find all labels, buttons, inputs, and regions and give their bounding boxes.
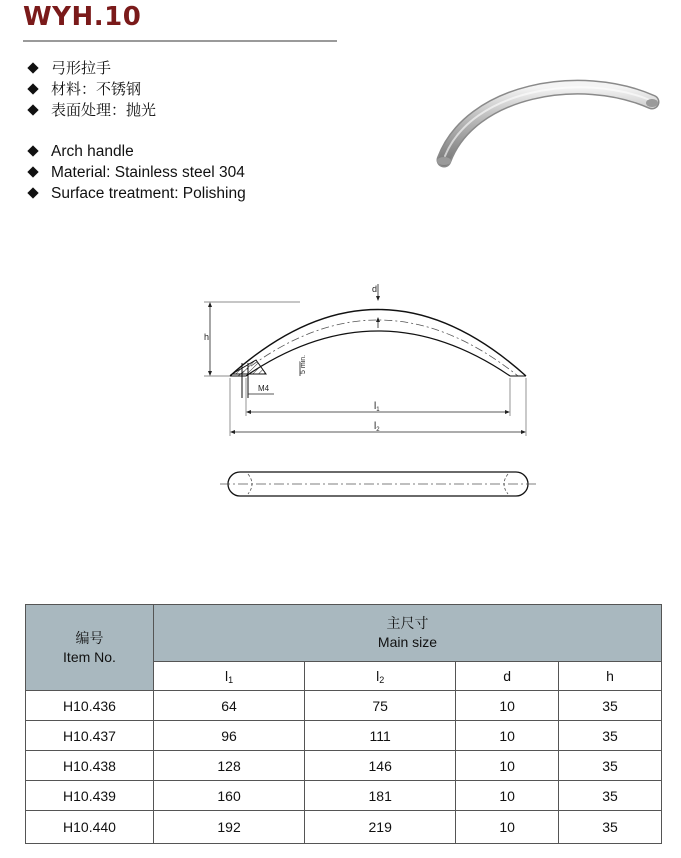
feature-item [26,100,156,121]
product-photo [430,60,670,180]
item-no-header [26,605,154,691]
cell-h: 35 [559,781,662,811]
feature-text: Arch handle [51,143,134,160]
cell-l1: 160 [154,781,305,811]
dim-m4-label: M4 [258,384,270,393]
cell-d: 10 [456,691,559,721]
spec-table [25,604,662,844]
column-header-h: h [559,662,662,691]
cell-item: H10.439 [26,781,154,811]
cell-l1: 96 [154,721,305,751]
feature-text: 弓形拉手 [51,60,112,77]
top-view-drawing [220,462,540,506]
cell-l2: 111 [305,721,456,751]
feature-list-chinese [26,58,156,121]
table-row [26,811,662,844]
cell-item: H10.438 [26,751,154,781]
cell-l1: 128 [154,751,305,781]
feature-item [26,183,246,204]
column-header-d: d [456,662,559,691]
feature-text: 材料：不锈钢 [51,81,142,98]
feature-item [26,79,156,100]
cell-h: 35 [559,721,662,751]
feature-text: Material: Stainless steel 304 [51,164,245,181]
main-size-header [154,605,662,662]
feature-item [26,58,156,79]
cell-l1: 192 [154,811,305,844]
feature-text: 表面处理：抛光 [51,102,157,119]
item-no-header-en: Item No. [63,648,116,665]
side-view-drawing [190,278,540,448]
diamond-bullet-icon [27,145,38,156]
dim-l1-label: $l_1$ [374,401,380,413]
cell-l2: 75 [305,691,456,721]
cell-h: 35 [559,691,662,721]
title-divider [23,40,337,42]
diamond-bullet-icon [27,187,38,198]
cell-h: 35 [559,811,662,844]
feature-text: Surface treatment: Polishing [51,185,246,202]
table-row [26,691,662,721]
product-title: WYH.10 [23,2,142,32]
item-no-header-cn: 编号 [75,629,104,646]
cell-item: H10.440 [26,811,154,844]
cell-l1: 64 [154,691,305,721]
cell-d: 10 [456,751,559,781]
cell-d: 10 [456,721,559,751]
column-header-l2: $l_2$ [305,662,456,691]
diamond-bullet-icon [27,83,38,94]
cell-h: 35 [559,751,662,781]
column-header-l1: $l_1$ [154,662,305,691]
cell-d: 10 [456,811,559,844]
diamond-bullet-icon [27,166,38,177]
table-row [26,751,662,781]
feature-item [26,141,246,162]
main-size-header-cn: 主尺寸 [386,615,429,631]
cell-item: H10.437 [26,721,154,751]
dim-h-label: h [204,332,210,342]
feature-list-english [26,141,246,204]
cell-l2: 219 [305,811,456,844]
diamond-bullet-icon [27,104,38,115]
dim-l2-label: $l_2$ [374,421,380,433]
table-row [26,781,662,811]
cell-l2: 146 [305,751,456,781]
table-header-row [26,605,662,662]
cell-item: H10.436 [26,691,154,721]
dim-d-label: d [372,284,378,294]
dim-5min-label: 5 min. [300,354,307,374]
main-size-header-en: Main size [377,634,438,650]
cell-d: 10 [456,781,559,811]
cell-l2: 181 [305,781,456,811]
feature-item [26,162,246,183]
diamond-bullet-icon [27,62,38,73]
table-row [26,721,662,751]
